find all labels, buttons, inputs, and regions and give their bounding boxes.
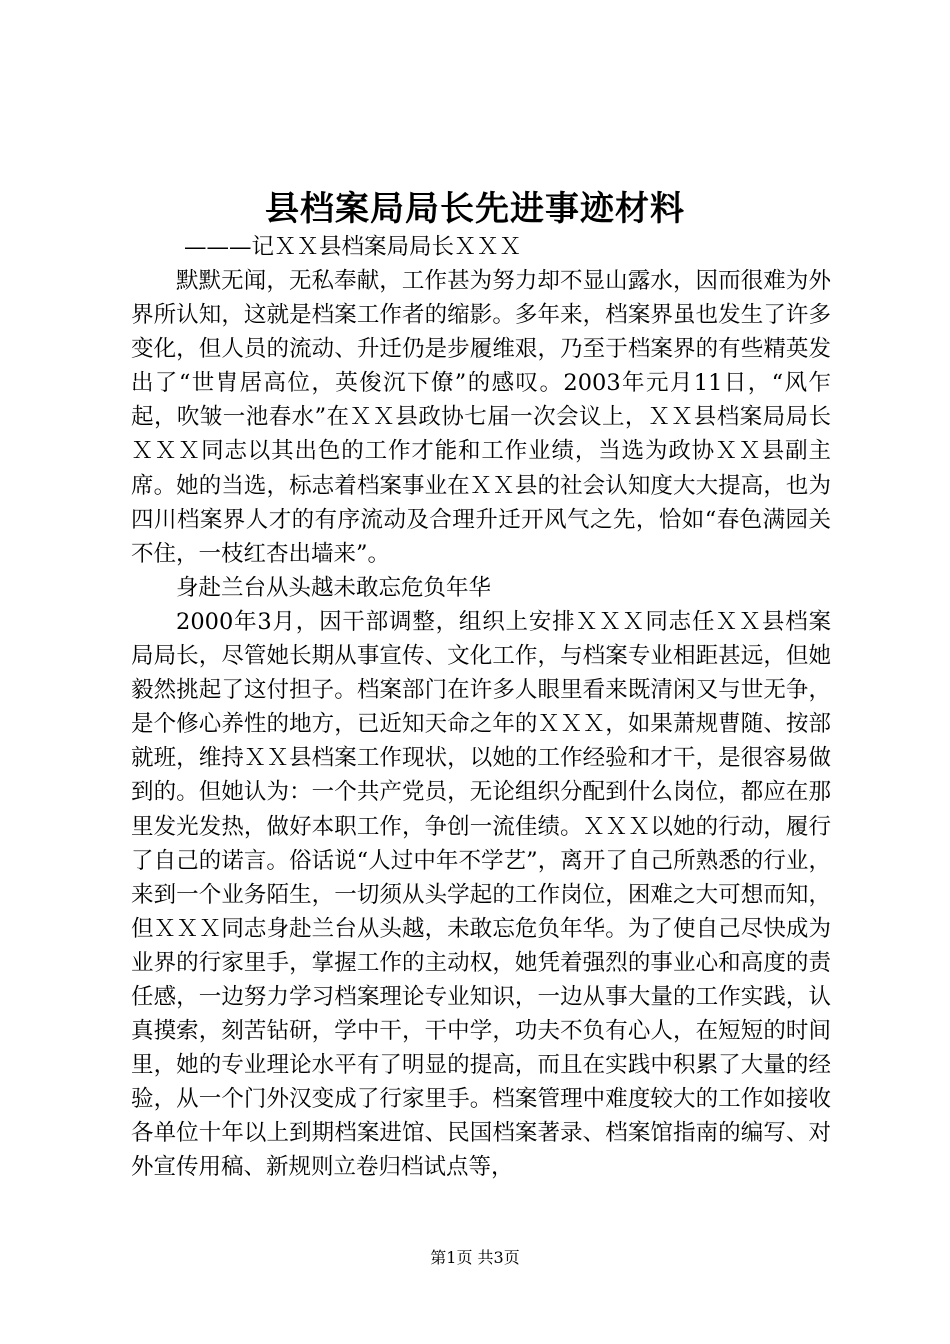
paragraph-intro: 默默无闻，无私奉献，工作甚为努力却不显山露水，因而很难为外界所认知，这就是档案工作者的缩影。多年来，档案界虽也发生了许多变化，但人员的流动、升迁仍是步履维艰，乃至于档案界的有些精英发出了“世胄居高位，英俊沉下僚”的感叹。2003年元月11日，“风乍起，吹皱一池春水”在ＸＸ县政协七届一次会议上，ＸＸ县档案局局长ＸＸＸ同志以其出色的工作才能和工作业绩，当选为政协ＸＸ县副主席。她的当选，标志着档案事业在ＸＸ县的社会认知度大大提高，也为四川档案界人才的有序流动及合理升迁开风气之先，恰如“春色满园关不住，一枝红杏出墙来”。 bbox=[131, 268, 831, 567]
section-heading: 身赴兰台从头越未敢忘危负年华 bbox=[176, 574, 492, 601]
document-title: 县档案局局长先进事迹材料 bbox=[265, 189, 685, 229]
page-number-footer: 第1页 共3页 bbox=[430, 1248, 520, 1267]
document-subtitle: ———记ＸＸ县档案局局长ＸＸＸ bbox=[184, 234, 522, 260]
document-body bbox=[131, 264, 831, 1185]
paragraph-main: 2000年3月，因干部调整，组织上安排ＸＸＸ同志任ＸＸ县档案局局长，尽管她长期从事宣传、文化工作，与档案专业相距甚远，但她毅然挑起了这付担子。档案部门在许多人眼里看来既清闲又与世无争，是个修心养性的地方，已近知天命之年的ＸＸＸ，如果萧规曹随、按部就班，维持ＸＸ县档案工作现状，以她的工作经验和才干，是很容易做到的。但她认为：一个共产党员，无论组织分配到什么岗位，都应在那里发光发热，做好本职工作，争创一流佳绩。ＸＸＸ以她的行动，履行了自己的诺言。俗话说“人过中年不学艺”，离开了自己所熟悉的行业，来到一个业务陌生，一切须从头学起的工作岗位，困难之大可想而知，但ＸＸＸ同志身赴兰台从头越，未敢忘危负年华。为了使自己尽快成为业界的行家里手，掌握工作的主动权，她凭着强烈的事业心和高度的责任感，一边努力学习档案理论专业知识，一边从事大量的工作实践，认真摸索，刻苦钻研，学中干，干中学，功夫不负有心人，在短短的时间里，她的专业理论水平有了明显的提高，而且在实践中积累了大量的经验，从一个门外汉变成了行家里手。档案管理中难度较大的工作如接收各单位十年以上到期档案进馆、民国档案著录、档案馆指南的编写、对外宣传用稿、新规则立卷归档试点等， bbox=[131, 608, 831, 1181]
